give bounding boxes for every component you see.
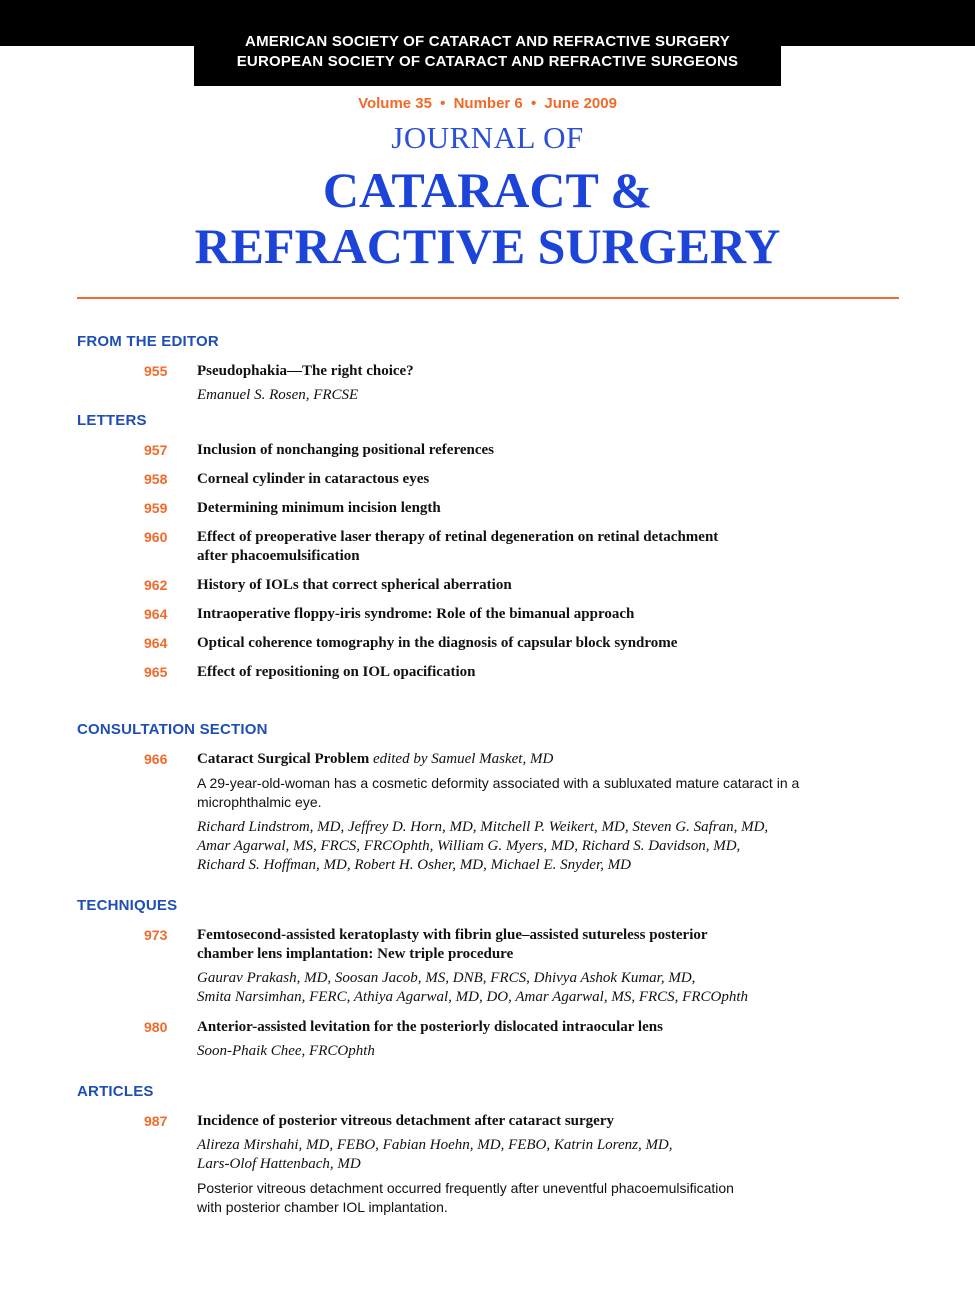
section-heading-letters: LETTERS xyxy=(77,412,147,429)
page-number: 957 xyxy=(144,442,168,458)
summary-line: Posterior vitreous detachment occurred frequently after uneventful phacoemulsification xyxy=(197,1180,734,1196)
article-title-text: Cataract Surgical Problem xyxy=(197,751,370,767)
article-summary xyxy=(197,1179,837,1217)
article-title[interactable]: History of IOLs that correct spherical aberration xyxy=(197,577,512,593)
authors-line: Lars-Olof Hattenbach, MD xyxy=(197,1156,361,1172)
article-title[interactable]: Determining minimum incision length xyxy=(197,500,441,516)
summary-line: microphthalmic eye. xyxy=(197,794,322,810)
issue-number: Number 6 xyxy=(453,95,523,112)
page-number: 964 xyxy=(144,606,168,622)
article-authors: Soon-Phaik Chee, FRCOphth xyxy=(197,1043,375,1059)
page-number: 966 xyxy=(144,751,168,767)
journal-of-label: JOURNAL OF xyxy=(391,120,584,155)
article-title[interactable] xyxy=(197,926,837,964)
page-number: 958 xyxy=(144,471,168,487)
article-title[interactable]: Incidence of posterior vitreous detachment after cataract surgery xyxy=(197,1113,614,1129)
authors-line: Alireza Mirshahi, MD, FEBO, Fabian Hoehn, MD, FEBO, Katrin Lorenz, MD, xyxy=(197,1137,673,1153)
summary-line: A 29-year-old-woman has a cosmetic deformity associated with a subluxated mature cataract in a xyxy=(197,775,800,791)
article-authors xyxy=(197,969,837,1007)
authors-line: Richard Lindstrom, MD, Jeffrey D. Horn, MD, Mitchell P. Weikert, MD, Steven G. Safran, MD, xyxy=(197,819,769,835)
article-title[interactable] xyxy=(197,528,837,566)
separator-dot: • xyxy=(440,95,446,112)
section-heading-from-editor: FROM THE EDITOR xyxy=(77,333,219,350)
page-number: 980 xyxy=(144,1019,168,1035)
page-number: 987 xyxy=(144,1113,168,1129)
page-number: 955 xyxy=(144,363,168,379)
article-title[interactable]: Effect of repositioning on IOL opacification xyxy=(197,664,476,680)
separator-dot: • xyxy=(530,95,537,112)
summary-line: with posterior chamber IOL implantation. xyxy=(197,1199,448,1215)
article-title-line: chamber lens implantation: New triple procedure xyxy=(197,946,514,962)
article-editor: edited by Samuel Masket, MD xyxy=(372,751,554,767)
authors-line: Smita Narsimhan, FERC, Athiya Agarwal, MD, DO, Amar Agarwal, MS, FRCS, FRCOphth xyxy=(197,989,748,1005)
society-line-2: EUROPEAN SOCIETY OF CATARACT AND REFRACTIVE SURGEONS xyxy=(236,53,739,70)
page-number: 965 xyxy=(144,664,168,680)
article-title[interactable]: Corneal cylinder in cataractous eyes xyxy=(197,471,430,487)
section-heading-articles: ARTICLES xyxy=(77,1083,154,1100)
section-heading-consultation: CONSULTATION SECTION xyxy=(77,721,268,738)
journal-title-line-1: CATARACT & xyxy=(322,162,653,218)
article-authors: Emanuel S. Rosen, FRCSE xyxy=(197,387,359,403)
page-number: 964 xyxy=(144,635,168,651)
page-number: 959 xyxy=(144,500,168,516)
section-heading-techniques: TECHNIQUES xyxy=(77,897,178,914)
article-title-line: after phacoemulsification xyxy=(197,548,360,564)
journal-title-line-2: REFRACTIVE SURGERY xyxy=(194,218,781,274)
article-title[interactable] xyxy=(197,750,837,769)
article-summary xyxy=(197,774,837,812)
article-title-line: Femtosecond-assisted keratoplasty with fibrin glue–assisted sutureless posterior xyxy=(197,927,708,943)
article-title[interactable]: Pseudophakia—The right choice? xyxy=(197,363,414,379)
authors-line: Gaurav Prakash, MD, Soosan Jacob, MS, DNB, FRCS, Dhivya Ashok Kumar, MD, xyxy=(197,970,696,986)
article-title[interactable]: Intraoperative floppy-iris syndrome: Role of the bimanual approach xyxy=(197,606,635,622)
article-authors xyxy=(197,1136,837,1174)
article-title-line: Effect of preoperative laser therapy of retinal degeneration on retinal detachment xyxy=(197,529,719,545)
page-number: 962 xyxy=(144,577,168,593)
society-line-1: AMERICAN SOCIETY OF CATARACT AND REFRACTIVE SURGERY xyxy=(245,33,730,50)
article-title[interactable]: Inclusion of nonchanging positional references xyxy=(197,442,494,458)
page-number: 960 xyxy=(144,529,168,545)
authors-line: Amar Agarwal, MS, FRCS, FRCOphth, William G. Myers, MD, Richard S. Davidson, MD, xyxy=(197,838,741,854)
volume: Volume 35 xyxy=(358,95,432,112)
article-title[interactable]: Anterior-assisted levitation for the posteriorly dislocated intraocular lens xyxy=(197,1019,663,1035)
issue-date: June 2009 xyxy=(544,95,617,112)
article-title[interactable]: Optical coherence tomography in the diagnosis of capsular block syndrome xyxy=(197,635,678,651)
authors-line: Richard S. Hoffman, MD, Robert H. Osher, MD, Michael E. Snyder, MD xyxy=(197,857,631,873)
page-number: 973 xyxy=(144,927,168,943)
article-authors xyxy=(197,818,837,875)
